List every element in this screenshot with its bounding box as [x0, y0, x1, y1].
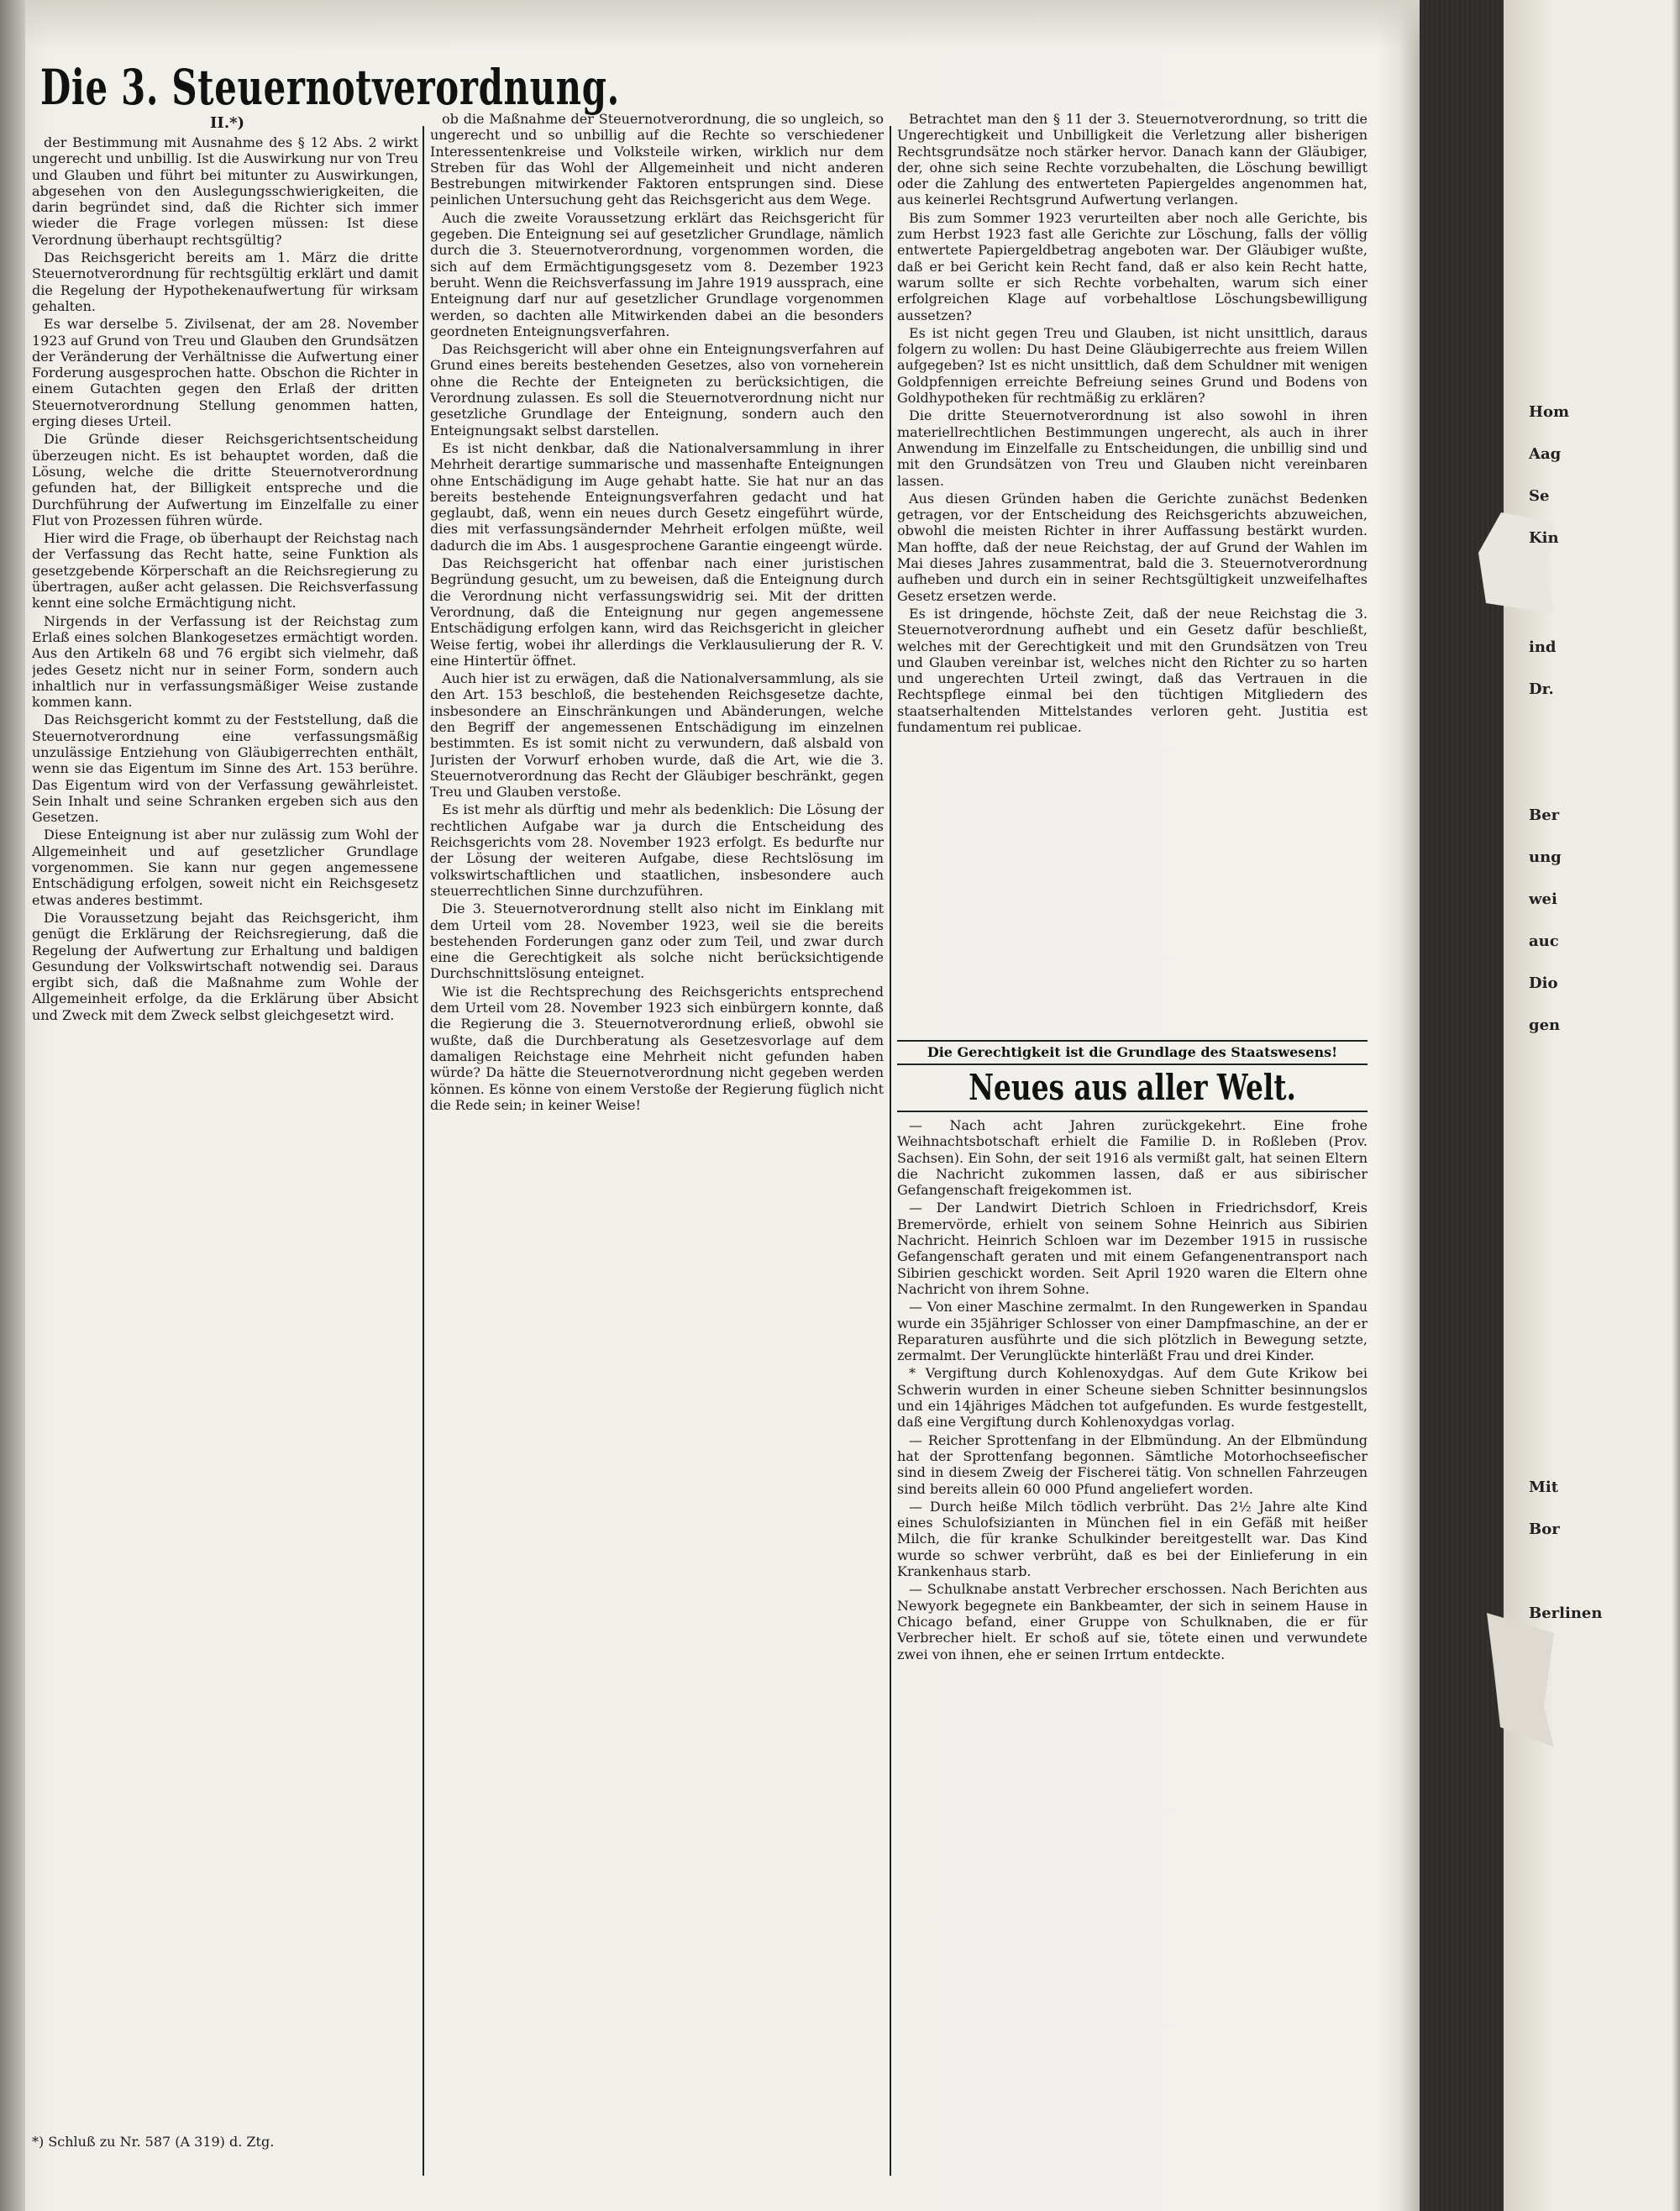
facing-page-fragment: Mit [1529, 1478, 1559, 1496]
article-closing-motto: Die Gerechtigkeit ist die Grundlage des Staatswesens! [927, 1044, 1338, 1060]
article-paragraph: Das Reichsgericht kommt zu der Feststellung, daß die Steuernotverordnung eine verfassungsmäßig unzulässige Entziehung von Gläubigerrechten enthält, wenn sie das Eigentum im Sinne des Art. 153 berühre. Das Eigentum wird von der Verfassung gewährleistet. Sein Inhalt und seine Schranken ergeben sich aus den Gesetzen. [32, 712, 418, 826]
article-paragraph: Hier wird die Frage, ob überhaupt der Reichstag nach der Verfassung das Recht hatte, seine Funktion als gesetzgebende Körperschaft an die Reichsregierung zu übertragen, außer acht gelassen. Die Reichsverfassung kennt eine solche Ermächtigung nicht. [32, 530, 418, 612]
column-divider [890, 126, 891, 2176]
article-paragraph: Das Reichsgericht hat offenbar nach einer juristischen Begründung gesucht, um zu beweisen, daß die Enteignung durch die Verordnung nicht verfassungswidrig sei. Mit der dritten Verordnung, daß die Enteignung nur gegen angemessene Entschädigung erfolgen kann, wird das Reichsgericht in gleicher Weise fertig, wobei ihr allerdings die Verklausulierung der R. V. eine Hintertür öffnet. [430, 555, 884, 669]
article-paragraph: Das Reichsgericht bereits am 1. März die dritte Steuernotverordnung für rechtsgültig erklärt und damit die Regelung der Hypothekenaufwertung für wirksam gehalten. [32, 249, 418, 314]
article-paragraph: ob die Maßnahme der Steuernotverordnung, die so ungleich, so ungerecht und so unbillig auf die Rechte so verschiedener Interessentenkreise und Volksteile wirken, wirklich nur dem Streben für das Wohl der Allgemeinheit und nicht anderen Bestrebungen mitwirkender Faktoren entsprungen sind. Diese peinlichen Untersuchung geht das Reichsgericht aus dem Wege. [430, 111, 884, 208]
facing-page-fragment: Se [1529, 487, 1550, 505]
article-paragraph: Das Reichsgericht will aber ohne ein Enteignungsverfahren auf Grund eines bereits bestehenden Gesetzes, also von vorneherein ohne die Rechte der Enteigneten zu berücksichtigen, die Verordnung zulassen. Es soll die Steuernotverordnung nicht nur gesetzliche Grundlage der Enteignung, sondern auch den Enteignungsakt selbst darstellen. [430, 341, 884, 439]
article-paragraph: Betrachtet man den § 11 der 3. Steuernotverordnung, so tritt die Ungerechtigkeit und Unbilligkeit die Verletzung aller bisherigen Rechtsgrundsätze noch stärker hervor. Danach kann der Gläubiger, der, ohne sich seine Rechte vorzubehalten, die Löschung bewilligt oder die Zahlung des entwerteten Papiergeldes angenommen hat, aus keinerlei Rechtsgrund Aufwertung verlangen. [897, 111, 1368, 208]
news-item: — Nach acht Jahren zurückgekehrt. Eine frohe Weihnachtsbotschaft erhielt die Familie D. in Roßleben (Prov. Sachsen). Ein Sohn, der seit 1916 als vermißt galt, hat seinen Eltern die Nachricht zukommen lassen, daß er aus sibirischer Gefangenschaft freigekommen ist. [897, 1117, 1368, 1199]
column-divider [423, 126, 424, 2176]
facing-page-fragment: Aag [1529, 445, 1562, 463]
article-column-2 [430, 111, 884, 2177]
article-paragraph: Die dritte Steuernotverordnung ist also sowohl in ihren materiellrechtlichen Bestimmungen ungerecht, als auch in ihrer Anwendung im Einzelfalle zu Entscheidungen, die unbillig sind und mit den Grundsätzen von Treu und Glauben nicht vereinbaren lassen. [897, 407, 1368, 489]
facing-page-fragment: Ber [1529, 806, 1560, 824]
news-item: — Von einer Maschine zermalmt. In den Rungewerken in Spandau wurde ein 35jähriger Schlosser von einer Dampfmaschine, an der er Reparaturen ausführte und die sich plötzlich in Bewegung setzte, zermalmt. Der Verunglückte hinterläßt Frau und drei Kinder. [897, 1299, 1368, 1364]
article-paragraph: der Bestimmung mit Ausnahme des § 12 Abs. 2 wirkt ungerecht und unbillig. Ist die Auswirkung nur von Treu und Glauben und führt bei mitunter zu Auswirkungen, abgesehen von den Auslegungsschwierigkeiten, die darin begründet sind, daß die Richter sich immer wieder die Frage vorlegen müssen: Ist diese Verordnung überhaupt rechtsgültig? [32, 134, 418, 248]
facing-page-fragment: ind [1529, 638, 1557, 656]
news-section-heading: Neues aus aller Welt. [969, 1067, 1296, 1108]
news-item: — Reicher Sprottenfang in der Elbmündung. An der Elbmündung hat der Sprottenfang begonnen. Sämtliche Motorhochseefischer sind in diesem Zweig der Fischerei tätig. Von schnellen Fahrzeugen sind bereits allein 60 000 Pfund angeliefert worden. [897, 1431, 1368, 1497]
article-headline: Die 3. Steuernotverordnung. [40, 59, 620, 116]
article-paragraph: Die Voraussetzung bejaht das Reichsgericht, ihm genügt die Erklärung der Reichsregierung, daß die Regelung der Aufwertung zur Erhaltung und baldigen Gesundung der Volkswirtschaft notwendig sei. Daraus ergibt sich, daß die Maßnahme zum Wohle der Allgemeinheit erfolge, da die Erklärung über Absicht und Zweck mit dem Zweck selbst gleichgesetzt wird. [32, 909, 418, 1023]
article-paragraph: Nirgends in der Verfassung ist der Reichstag zum Erlaß eines solchen Blankogesetzes ermächtigt worden. Aus den Artikeln 68 und 76 ergibt sich vielmehr, daß jedes Gesetz nicht nur in seiner Form, sondern auch inhaltlich nur in verfassungsmäßiger Weise zustande kommen kann. [32, 612, 418, 711]
article-paragraph: Diese Enteignung ist aber nur zulässig zum Wohl der Allgemeinheit und auf gesetzlicher Grundlage vorgenommen. Sie kann nur gegen angemessene Entschädigung erfolgen, soweit nicht ein Reichsgesetz etwas anderes bestimmt. [32, 827, 418, 908]
article-paragraph: Es ist dringende, höchste Zeit, daß der neue Reichstag die 3. Steuernotverordnung aufhebt und ein Gesetz dafür beschließt, welches mit der Gerechtigkeit und mit den Grundsätzen von Treu und Glauben vereinbar ist, welches nicht den Richter zu so harten und ungerechten Urteil zwingt, daß das Vertrauen in die Rechtspflege einmal bei den tüchtigen Mitgliedern des staatserhaltenden Mittelstandes verloren geht. Justitia est fundamentum rei publicae. [897, 605, 1368, 735]
article-paragraph: Wie ist die Rechtsprechung des Reichsgerichts entsprechend dem Urteil vom 28. November 1923 sich einbürgern konnte, daß die Regierung die 3. Steuernotverordnung erließ, obwohl sie wußte, daß die Durchberatung als Gesetzesvorlage auf dem damaligen Reichstage eine Mehrheit nicht gefunden haben würde? Da hätte die Steuernotverordnung nicht gegeben werden können. Es könne von einem Verstoße der Regierung füglich nicht die Rede sein; in keiner Weise! [430, 983, 884, 1113]
news-item: — Der Landwirt Dietrich Schloen in Friedrichsdorf, Kreis Bremervörde, erhielt von seinem Sohne Heinrich aus Sibirien Nachricht. Heinrich Schloen war im Dezember 1915 in russische Gefangenschaft geraten und mit einem Gefangenentransport nach Sibirien geschickt worden. Seit April 1920 waren die Eltern ohne Nachricht von ihrem Sohne. [897, 1200, 1368, 1297]
facing-page-fragment: Hom [1529, 403, 1570, 421]
facing-page-fragment: Dio [1529, 974, 1558, 992]
article-paragraph: Es war derselbe 5. Zivilsenat, der am 28. November 1923 auf Grund von Treu und Glauben den Grundsätzen der Veränderung der Verhältnisse die Aufwertung einer Forderung ausgesprochen hatte. Obschon die Richter in einem Gutachten gegen den Erlaß der dritten Steuernotverordnung Stellung genommen hatten, erging dieses Urteil. [32, 316, 418, 430]
article-paragraph: Auch hier ist zu erwägen, daß die Nationalversammlung, als sie den Art. 153 beschloß, die bestehenden Reichsgesetze dachte, insbesondere an Einschränkungen und Abänderungen, welche den Begriff der angemessenen Entschädigung im einzelnen bestimmten. Es ist somit nicht zu verwundern, daß alsbald von Juristen der Vorwurf erhoben wurde, daß die Art, wie die 3. Steuernotverordnung das Recht der Gläubiger beschränkt, gegen Treu und Glauben verstoße. [430, 670, 884, 801]
news-item: — Durch heiße Milch tödlich verbrüht. Das 2½ Jahre alte Kind eines Schulofsizianten in München fiel in ein Gefäß mit heißer Milch, die für kranke Schulkinder bereitgestellt war. Das Kind wurde so schwer verbrüht, daß es bei der Einlieferung in ein Krankenhaus starb. [897, 1498, 1368, 1580]
news-item: * Vergiftung durch Kohlenoxydgas. Auf dem Gute Krikow bei Schwerin wurden in einer Scheune sieben Schnitter besinnungslos und ein 14jähriges Mädchen tot aufgefunden. Es wurde festgestellt, daß eine Vergiftung durch Kohlenoxydgas vorlag. [897, 1365, 1368, 1431]
article-paragraph: Die Gründe dieser Reichsgerichtsentscheidung überzeugen nicht. Es ist behauptet worden, daß die Lösung, welche die dritte Steuernotverordnung gefunden hat, der Billigkeit entspreche und die Durchführung der Aufwertung im Einzelfalle zu einer Flut von Prozessen führen würde. [32, 431, 418, 528]
facing-page-fragment: ung [1529, 848, 1562, 866]
facing-page-fragment: gen [1529, 1016, 1561, 1034]
facing-page-fragment: Kin [1529, 529, 1559, 547]
article-footnote: *) Schluß zu Nr. 587 (A 319) d. Ztg. [32, 2134, 275, 2150]
article-paragraph: Bis zum Sommer 1923 verurteilten aber noch alle Gerichte, bis zum Herbst 1923 fast alle Gerichte zur Löschung, falls der völlig entwertete Papiergeldbetrag angeboten war. Der Gläubiger wußte, daß er bei Gericht kein Recht fand, daß er also kein Recht hatte, warum sollte er sich Rechte vorbehalten, warum sich einer erfolgreichen Klage auf vorbehaltlose Löschungsbewilligung aussetzen? [897, 209, 1368, 323]
article-paragraph: Es ist mehr als dürftig und mehr als bedenklich: Die Lösung der rechtlichen Aufgabe war ja durch die Entscheidung des Reichsgerichts vom 28. November 1923 erfolgt. Es bedurfte nur der Lösung der weiteren Aufgabe, diese Rechtslösung im volkswirtschaftlichen und staatlichen, insbesondere auch steuerrechtlichen Sinne durchzuführen. [430, 801, 884, 899]
article-paragraph: Es ist nicht denkbar, daß die Nationalversammlung in ihrer Mehrheit derartige summarische und massenhafte Enteignungen ohne Entschädigung im Auge gehabt hatte. Sie hat nur an das bereits bestehende Enteignungsverfahren gedacht und hat geglaubt, daß, wenn ein neues durch Gesetz eingeführt würde, dies mit verfassungsändernder Mehrheit erfolgen müßte, weil dadurch die im Abs. 1 ausgesprochene Garantie eingeengt würde. [430, 439, 884, 554]
page-top-shadow [25, 0, 1420, 50]
article-paragraph: Aus diesen Gründen haben die Gerichte zunächst Bedenken getragen, vor der Entscheidung des Reichsgerichts abzuweichen, obwohl die meisten Richter in ihrer Auffassung bestärkt wurden. Man hoffte, daß der neue Reichstag, der auf Grund der Wahlen im Mai dieses Jahres zusammentrat, bald die 3. Steuernotverordnung aufheben und durch ein in seiner Rechtsgültigkeit unzweifelhaftes Gesetz ersetzen werde. [897, 490, 1368, 604]
facing-page-strip [1512, 50, 1680, 2151]
article-paragraph: Die 3. Steuernotverordnung stellt also nicht im Einklang mit dem Urteil vom 28. November 1923, weil sie die bereits bestehenden Forderungen ganz oder zum Teil, und zwar durch eine die Gerechtigkeit als solche nicht berücksichtigende Durchschnittslösung enteignet. [430, 901, 884, 982]
article-column-1 [32, 134, 418, 2184]
article-paragraph: Es ist nicht gegen Treu und Glauben, ist nicht unsittlich, daraus folgern zu wollen: Du hast Deine Gläubigerrechte aus freiem Willen aufgegeben? Ist es nicht unsittlich, daß dem Schuldner mit wenigen Goldpfennigen erreichte Befreiung seines Grund und Bodens von Goldhypotheken für rechtmäßig zu erklären? [897, 324, 1368, 407]
facing-page-fragment: Berlinen [1529, 1604, 1603, 1622]
article-column-3 [897, 111, 1368, 1077]
news-column [897, 1117, 1368, 2125]
facing-page-fragment: Dr. [1529, 680, 1554, 698]
news-item: — Schulknabe anstatt Verbrecher erschossen. Nach Berichten aus Newyork begegnete ein Bankbeamter, der sich in seinem Hause in Chicago befand, einer Gruppe von Schulknaben, die er für Verbrecher hielt. Er schoß auf sie, tötete einen und verwundete zwei von ihnen, ehe er seinen Irrtum entdeckte. [897, 1581, 1368, 1662]
book-binding [1420, 0, 1504, 2211]
facing-page-fragment: wei [1529, 890, 1557, 908]
facing-page-fragment: auc [1529, 932, 1559, 950]
article-part-label: II.*) [210, 114, 245, 132]
facing-page-fragment: Bor [1529, 1520, 1560, 1538]
section-rule [897, 1111, 1368, 1112]
article-paragraph: Auch die zweite Voraussetzung erklärt das Reichsgericht für gegeben. Die Enteignung sei auf gesetzlicher Grundlage, nämlich durch die 3. Steuernotverordnung, vorgenommen worden, die sich auf dem Ermächtigungsgesetz vom 8. Dezember 1923 beruht. Wenn die Reichsverfassung im Jahre 1919 aussprach, eine Enteignung darf nur auf gesetzlicher Grundlage vorgenommen werden, so dachten alle Mitwirkenden dabei an die besonders geordneten Enteignungsverfahren. [430, 209, 884, 339]
left-page-edge [0, 0, 25, 2211]
